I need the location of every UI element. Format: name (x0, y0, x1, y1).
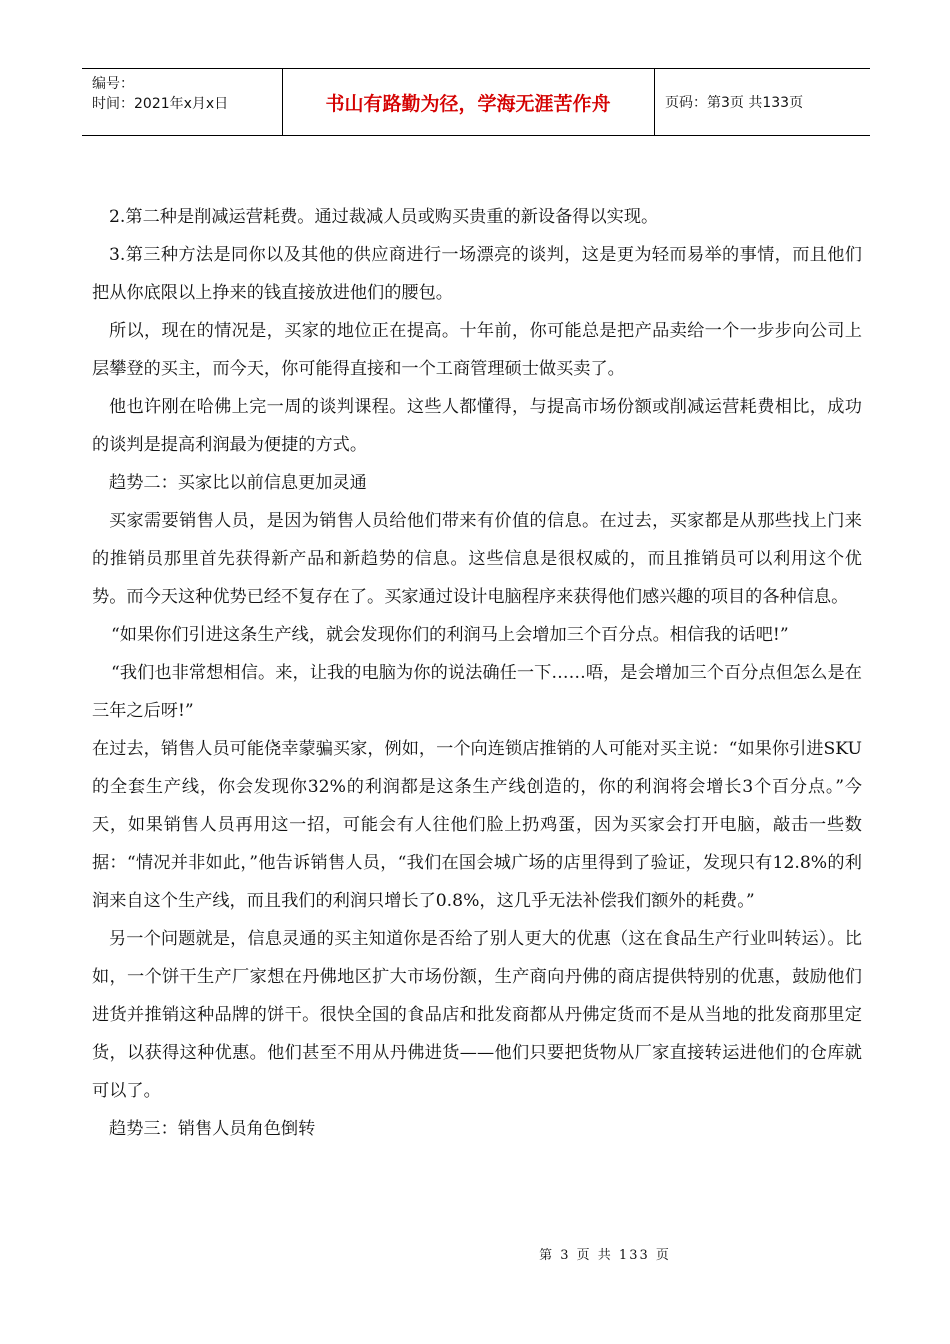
quote-paragraph: “如果你们引进这条生产线，就会发现你们的利润马上会增加三个百分点。相信我的话吧!” (111, 625, 789, 645)
paragraph: 3.第三种方法是同你以及其他的供应商进行一场漂亮的谈判，这是更为轻而易举的事情，而且他们把从你底限以上挣来的钱直接放进他们的腰包。 (92, 245, 862, 303)
document-body (92, 198, 862, 1148)
paragraph: 在过去，销售人员可能侥幸蒙骗买家，例如，一个向连锁店推销的人可能对买主说：“如果你引进SKU的全套生产线，你会发现你32%的利润都是这条生产线创造的，你的利润将会增长3个百分点。”今天，如果销售人员再用这一招，可能会有人往他们脸上扔鸡蛋，因为买家会打开电脑，敲击一些数据：“情况并非如此，”他告诉销售人员，“我们在国会城广场的店里得到了验证，发现只有12.8%的利润来自这个生产线，而且我们的利润只增长了0.8%，这几乎无法补偿我们额外的耗费。” (92, 739, 862, 911)
paragraph: 另一个问题就是，信息灵通的买主知道你是否给了别人更大的优惠（这在食品生产行业叫转运）。比如，一个饼干生产厂家想在丹佛地区扩大市场份额，生产商向丹佛的商店提供特别的优惠，鼓励他们进货并推销这种品牌的饼干。很快全国的食品店和批发商都从丹佛定货而不是从当地的批发商那里定货，以获得这种优惠。他们甚至不用从丹佛进货——他们只要把货物从厂家直接转运进他们的仓库就可以了。 (92, 929, 862, 1101)
header-motto: 书山有路勤为径，学海无涯苦作舟 (282, 69, 655, 135)
paragraph: 买家需要销售人员，是因为销售人员给他们带来有价值的信息。在过去，买家都是从那些找上门来的推销员那里首先获得新产品和新趋势的信息。这些信息是很权威的，而且推销员可以利用这个优势。而今天这种优势已经不复存在了。买家通过设计电脑程序来获得他们感兴趣的项目的各种信息。 (92, 511, 862, 607)
section-heading: 趋势二：买家比以前信息更加灵通 (109, 473, 367, 493)
paragraph: 他也许刚在哈佛上完一周的谈判课程。这些人都懂得，与提高市场份额或削减运营耗费相比，成功的谈判是提高利润最为便捷的方式。 (92, 397, 862, 455)
page-footer: 第 3 页 共 133 页 (539, 1248, 671, 1263)
header-meta (82, 69, 283, 135)
quote-paragraph: “我们也非常想相信。来，让我的电脑为你的说法确任一下……唔，是会增加三个百分点但怎么是在三年之后呀!” (92, 663, 862, 721)
document-number: 编号： (92, 76, 134, 92)
page-header (82, 68, 870, 136)
paragraph: 所以，现在的情况是，买家的地位正在提高。十年前，你可能总是把产品卖给一个一步步向公司上层攀登的买主，而今天，你可能得直接和一个工商管理硕士做买卖了。 (92, 321, 862, 379)
document-date: 时间：2021年x月x日 (92, 96, 229, 112)
paragraph: 2.第二种是削减运营耗费。通过裁减人员或购买贵重的新设备得以实现。 (109, 207, 659, 227)
header-page-number: 页码：第3页 共133页 (665, 95, 804, 111)
section-heading: 趋势三：销售人员角色倒转 (109, 1119, 316, 1139)
